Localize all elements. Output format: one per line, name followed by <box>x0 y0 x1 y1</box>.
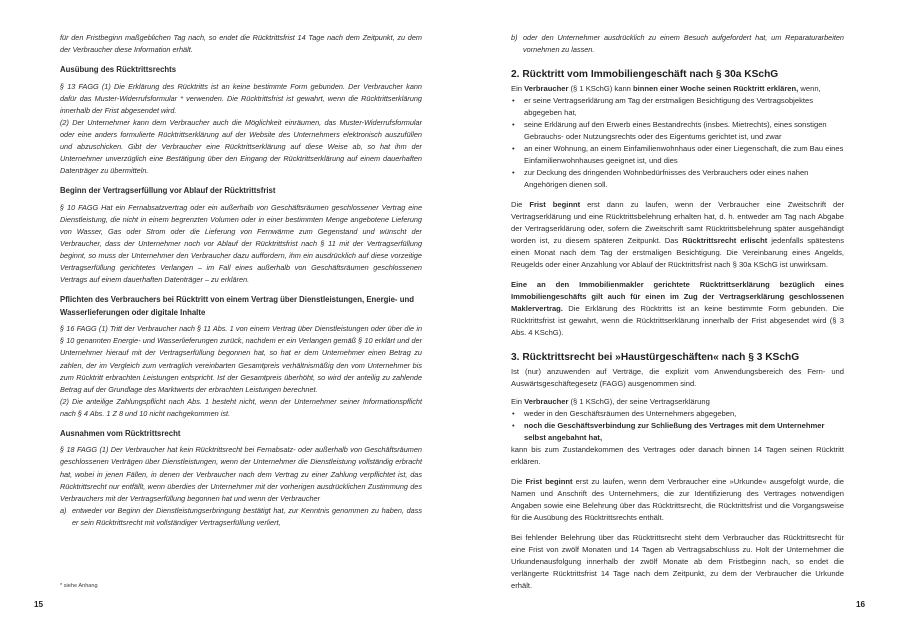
bullet-icon: • <box>512 409 515 419</box>
section-heading-beginn: Beginn der Vertragserfüllung vor Ablauf der Rücktrittsfrist <box>60 186 276 196</box>
list-item: • noch die Geschäftsverbindung zur Schließung des Vertrages mit dem Unternehmer selbst angebahnt hat, <box>512 421 825 443</box>
paragraph-16-2: (2) Die anteilige Zahlungspflicht nach Abs. 1 besteht nicht, wenn der Unternehmer seiner Informationspflicht nach § 4 Abs. 1 Z 8 und 10 nicht nachgekommen ist. <box>60 396 422 418</box>
paragraph-13-1: § 13 FAGG (1) Die Erklärung des Rücktritts ist an keine bestimmte Form gebunden. Der Verbraucher kann dafür das Muster-Widerrufsformular * verwenden. Die Rücktrittsfrist ist gewahrt, wenn die Rücktrittserklärung innerhalb der Frist abgesendet wird. <box>60 81 422 115</box>
page-number-right: 16 <box>856 600 866 609</box>
section-heading-ausnahmen: Ausnahmen vom Rücktrittsrecht <box>60 428 181 438</box>
bullet-icon: • <box>512 96 515 106</box>
section-heading-immobilien: 2. Rücktritt vom Immobiliengeschäft nach § 30a KSchG <box>511 69 779 81</box>
list-text-b: oder den Unternehmer ausdrücklich zu einem Besuch aufgefordert hat, um Reparaturarbeiten vornehmen zu lassen. <box>523 33 844 55</box>
left-page <box>60 32 422 529</box>
bullet-icon: • <box>512 168 515 178</box>
right-page <box>511 32 844 592</box>
bullet-icon: • <box>512 144 515 154</box>
paragraph-18-1: § 18 FAGG (1) Der Verbraucher hat kein Rücktrittsrecht bei Fernabsatz- oder außerhalb von Geschäftsräumen geschlossenen Verträgen über Dienstleistungen, wenn der Unternehmer die Dienstleistung vollständig erbracht hat, wobei in jenen Fällen, in denen der Verbraucher nach dem Vertrag zu einer Zahlung verpflichtet ist, das Rücktrittsrecht nur entfällt, wenn überdies der Unternehmer mit der vorherigen ausdrücklichen Zustimmung des Verbrauchers mit der Vertragserfüllung begonnen hat und wenn der Verbraucher <box>60 445 422 503</box>
list-text-a: entweder vor Beginn der Dienstleistungserbringung bestätigt hat, zur Kenntnis genommen zu haben, dass er sein Rücktrittsrecht mit vollständiger Vertragserfüllung verliert, <box>72 505 422 527</box>
list-label-a: a) <box>60 505 67 515</box>
paragraph-10: § 10 FAGG Hat ein Fernabsatzvertrag oder ein außerhalb von Geschäftsräumen geschlossener Vertrag eine Dienstleistung, die nicht in einem begrenzten Volumen oder in einer bestimmten Menge angebotene Lieferung von Wasser, Gas oder Strom oder die Lieferung von Fernwärme zum Gegenstand und wünscht der Verbraucher, dass der Unternehmer noch vor Ablauf der Rücktrittsfrist nach § 11 mit der Vertragserfüllung beginnt, so muss der Unternehmer den Verbraucher dazu auffordern, ihm ein ausdrücklich auf diese vorzeitige Vertragserfüllung gerichtetes Verlangen – im Fall eines außerhalb von Geschäftsräumen geschlossenen Vertrags auf einem dauerhaften Datenträger – zu erklären. <box>60 202 422 285</box>
list-item: • an einer Wohnung, an einem Einfamilienwohnhaus oder einer Liegenschaft, die zum Bau eines Einfamilienwohnhauses geeignet ist, und dies <box>512 144 844 166</box>
paragraph-13-2: (2) Der Unternehmer kann dem Verbraucher auch die Möglichkeit einräumen, das Muster-Widerrufsformular oder eine anders formulierte Rücktrittserklärung auf der Website des Unternehmers elektronisch auszufüllen und abzuschicken. Gibt der Verbraucher eine Rücktrittserklärung auf diese Weise ab, so hat ihm der Unternehmer unverzüglich eine Bestätigung über den Eingang der Rücktrittserklärung auf einem dauerhaften Datenträger zu übermitteln. <box>60 117 422 176</box>
list-item-a <box>60 505 422 529</box>
list-item: • seine Erklärung auf den Erwerb eines Bestandrechts (insbes. Mietrechts), eines sonstigen Gebrauchs- oder Nutzungsrechts oder des Eigentums gerichtet ist, und zwar <box>512 120 827 142</box>
list-item: • weder in den Geschäftsräumen des Unternehmers abgegeben, <box>512 409 737 419</box>
page-number-left: 15 <box>34 600 44 609</box>
haustuer-belehrung-paragraph: Bei fehlender Belehrung über das Rücktrittsrecht steht dem Verbraucher das Rücktrittsrecht für eine Frist von zwölf Monaten und 14 Tagen ab Vertragsabschluss zu. Holt der Unternehmer die Urkundenausfolgung innerhalb der zwölf Monate ab dem Fristbeginn nach, so endet die verlängerte Rücktrittsfrist 14 Tage nach dem Zeitpunkt, zu dem der Verbraucher die Urkunde erhält. <box>511 533 844 591</box>
list-label-b: b) <box>511 33 518 42</box>
section-heading-ausuebung: Ausübung des Rücktrittsrechts <box>60 65 177 75</box>
intro-paragraph: für den Fristbeginn maßgeblichen Tag nach, so endet die Rücktrittsfrist 14 Tage nach dem Zeitpunkt, zu dem der Verbraucher diese Information erhält. <box>60 33 422 55</box>
footnote: * siehe Anhang <box>60 583 98 589</box>
haustuer-lead: Ein Verbraucher (§ 1 KSchG), der seine Vertragserklärung <box>511 397 710 407</box>
immobilien-makler-paragraph: Eine an den Immobilienmakler gerichtete Rücktrittserklärung bezüglich eines Immobiliengeschäfts gilt auch für einen im Zug der Vertragserklärung geschlossenen Maklervertrag. Die Erklärung des Rücktritts ist an keine bestimmte Form gebunden. Die Rücktrittsfrist ist gewahrt, wenn die Rücktrittserklärung innerhalb der Frist abgesendet wird (§ 3 Abs. 4 KSchG). <box>511 280 844 338</box>
section-heading-pflichten: Pflichten des Verbrauchers bei Rücktritt von einem Vertrag über Dienstleistungen, Energie- und Wasserlieferungen oder digitale Inhalte <box>60 295 414 317</box>
section-heading-haustuer: 3. Rücktrittsrecht bei »Haustürgeschäften« nach § 3 KSchG <box>511 352 800 364</box>
list-item: • er seine Vertragserklärung am Tag der erstmaligen Besichtigung des Vertragsobjektes abgegeben hat, <box>512 96 814 118</box>
list-item: • zur Deckung des dringenden Wohnbedürfnisses des Verbrauchers oder eines nahen Angehörigen dienen soll. <box>512 168 809 190</box>
haustuer-bullet-list <box>511 408 844 444</box>
bullet-icon: • <box>512 120 515 130</box>
haustuer-intro: Ist (nur) anzuwenden auf Verträge, die explizit vom Anwendungsbereich des Fern- und Auswärtsgeschäftegesetz (FAGG) ausgenommen sind. <box>511 367 844 389</box>
immobilien-lead: Ein Verbraucher (§ 1 KSchG) kann binnen einer Woche seinen Rücktritt erklären, wenn, <box>511 84 821 94</box>
list-item-b <box>511 32 844 56</box>
paragraph-16-1: § 16 FAGG (1) Tritt der Verbraucher nach § 11 Abs. 1 von einem Vertrag über Dienstleistungen oder über die in § 10 genannten Energie- und Wasserlieferungen zurück, nachdem er ein Verlangen gemäß § 10 erklärt und der Unternehmer hierauf mit der Vertragserfüllung begonnen hat, so hat er dem Unternehmer einen Betrag zu zahlen, der im Vergleich zum vertraglich vereinbarten Gesamtpreis verhältnismäßig den vom Unternehmer bis zum Rücktritt erbrachten Leistungen entspricht. Ist der Gesamtpreis überhöht, so wird der anteilig zu zahlende Betrag auf der Grundlage des Marktwerts der erbrachten Leistungen berechnet. <box>60 324 422 394</box>
immobilien-frist-paragraph: Die Frist beginnt erst dann zu laufen, wenn der Verbraucher eine Zweitschrift der Vertragserklärung und eine Rücktrittsbelehrung erhalten hat, d. h. entweder am Tag nach Abgabe der Vertragserklärung oder, sofern die Zweitschrift samt Rücktrittsbelehrung später ausgehändigt worden ist, zu diesem späteren Zeitpunkt. Das Rücktrittsrecht erlischt jedenfalls spätestens einen Monat nach dem Tag der erstmaligen Besichtigung. Die Vereinbarung eines Angelds, Reugelds oder einer Anzahlung vor Ablauf der Rücktrittsfrist nach § 30a KSchG ist unwirksam. <box>511 200 845 270</box>
haustuer-frist-paragraph: Die Frist beginnt erst zu laufen, wenn dem Verbraucher eine »Urkunde« ausgefolgt wurde, die Namen und Anschrift des Unternehmers, die zur Identifizierung des Vertrages notwendigen Angaben sowie eine Belehrung über das Rücktrittsrecht, die Rücktrittsfrist und die Vorgangsweise für die Ausübung des Rücktrittsrechts enthält. <box>511 477 844 523</box>
immobilien-bullet-list <box>511 95 844 191</box>
bullet-icon: • <box>512 421 515 431</box>
haustuer-after: kann bis zum Zustandekommen des Vertrages oder danach binnen 14 Tagen seinen Rücktritt erklären. <box>511 445 844 467</box>
